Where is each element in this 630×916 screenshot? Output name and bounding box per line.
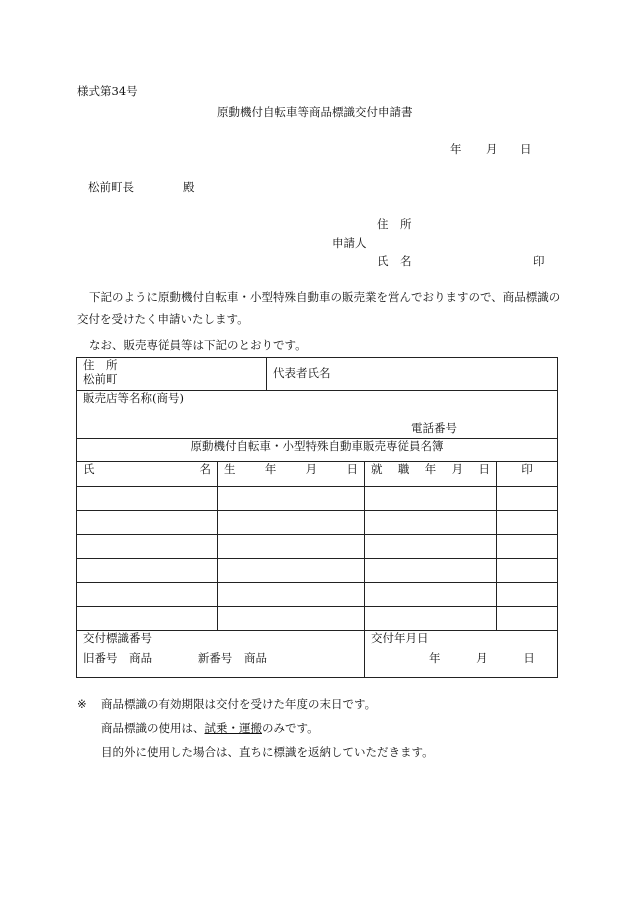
representative-cell [267,358,558,391]
entry-employment-cell [365,607,497,631]
header-employ-4: 日 [478,462,490,476]
applicant-label: 申請人 [332,236,367,250]
entry-name-cell [77,535,218,559]
header-birthdate [218,462,365,487]
roster-entry-row [77,487,558,511]
issue-day-label: 日 [523,651,535,665]
entry-birthdate-cell [218,559,365,583]
phone-label: 電話番号 [411,421,457,435]
entry-name-cell [77,607,218,631]
issue-date-cell [365,631,558,678]
header-employment-date [365,462,497,487]
application-table [76,357,558,678]
entry-birthdate-cell [218,511,365,535]
shop-address-label: 住 所 [83,358,118,372]
applicant-seal-mark: 印 [533,254,545,268]
body-paragraph-2: なお、販売専従員等は下記のとおりです。 [89,338,307,352]
address-row [77,358,558,391]
form-number: 様式第34号 [77,84,138,98]
header-birth-2: 月 [305,462,318,476]
roster-entry-row [77,535,558,559]
entry-birthdate-cell [218,607,365,631]
shop-name-cell [77,391,558,439]
entry-name-cell [77,583,218,607]
header-employ-1: 職 [397,462,410,476]
header-birth-3: 日 [346,462,358,476]
roster-entry-row [77,607,558,631]
entry-seal-cell [497,511,558,535]
note-mark: ※ [77,697,87,711]
entry-seal-cell [497,559,558,583]
shop-name-label: 販売店等名称(商号) [83,391,184,405]
header-seal: 印 [497,462,558,487]
entry-employment-cell [365,535,497,559]
plate-number-cell [77,631,365,678]
shop-name-row [77,391,558,439]
entry-birthdate-cell [218,583,365,607]
header-birth-0: 生 [224,462,236,476]
issue-month-label: 月 [476,651,488,665]
entry-name-cell [77,511,218,535]
header-birth-1: 年 [264,462,277,476]
header-employ-2: 年 [424,462,437,476]
entry-employment-cell [365,583,497,607]
plate-number-label: 交付標識番号 [83,631,152,645]
shop-address-value: 松前町 [83,372,118,386]
note-usage [101,721,319,735]
new-number-label: 新番号 [197,651,233,665]
entry-employment-cell [365,559,497,583]
date-day-label: 日 [520,142,532,156]
body-paragraph-1: 下記のように原動機付自転車・小型特殊自動車の販売業を営んでおりますので、商品標識の交付を受けたく申請いたします。 [77,290,561,326]
header-name-b: 名 [199,462,211,476]
old-number-label: 旧番号 [83,651,118,665]
entry-birthdate-cell [218,487,365,511]
plate-footer-row [77,631,558,678]
entry-birthdate-cell [218,535,365,559]
new-product-label: 商品 [243,651,267,665]
note-usage-suffix: のみです。 [262,721,319,735]
roster-entry-row [77,559,558,583]
entry-employment-cell [365,511,497,535]
addressee-honorific: 殿 [183,180,195,194]
roster-entry-row [77,583,558,607]
issue-date-label: 交付年月日 [371,631,429,645]
applicant-name-label: 氏 名 [377,254,412,268]
entry-seal-cell [497,583,558,607]
date-year-label: 年 [450,142,462,156]
entry-name-cell [77,559,218,583]
header-employ-0: 就 [371,462,383,476]
old-product-label: 商品 [129,651,153,665]
note-usage-underlined: 試乗・運搬 [204,721,262,735]
roster-title: 原動機付自転車・小型特殊自動車販売専従員名簿 [77,439,558,462]
addressee-name: 松前町長 [88,180,134,194]
note-validity: 商品標識の有効期限は交付を受けた年度の末日です。 [101,697,377,711]
date-month-label: 月 [486,142,498,156]
issue-year-label: 年 [429,651,441,665]
roster-title-row [77,439,558,462]
representative-label: 代表者氏名 [273,366,331,380]
note-usage-prefix: 商品標識の使用は、 [101,721,205,735]
entry-employment-cell [365,487,497,511]
header-employ-3: 月 [451,462,464,476]
note-return: 目的外に使用した場合は、直ちに標識を返納していただきます。 [101,745,434,759]
shop-address-cell [77,358,267,391]
roster-header-row [77,462,558,487]
roster-entry-row [77,511,558,535]
applicant-address-label: 住 所 [377,217,412,231]
header-name [77,462,218,487]
document-title: 原動機付自転車等商品標識交付申請書 [217,105,413,119]
entry-seal-cell [497,607,558,631]
header-name-a: 氏 [83,462,95,476]
entry-name-cell [77,487,218,511]
entry-seal-cell [497,487,558,511]
entry-seal-cell [497,535,558,559]
